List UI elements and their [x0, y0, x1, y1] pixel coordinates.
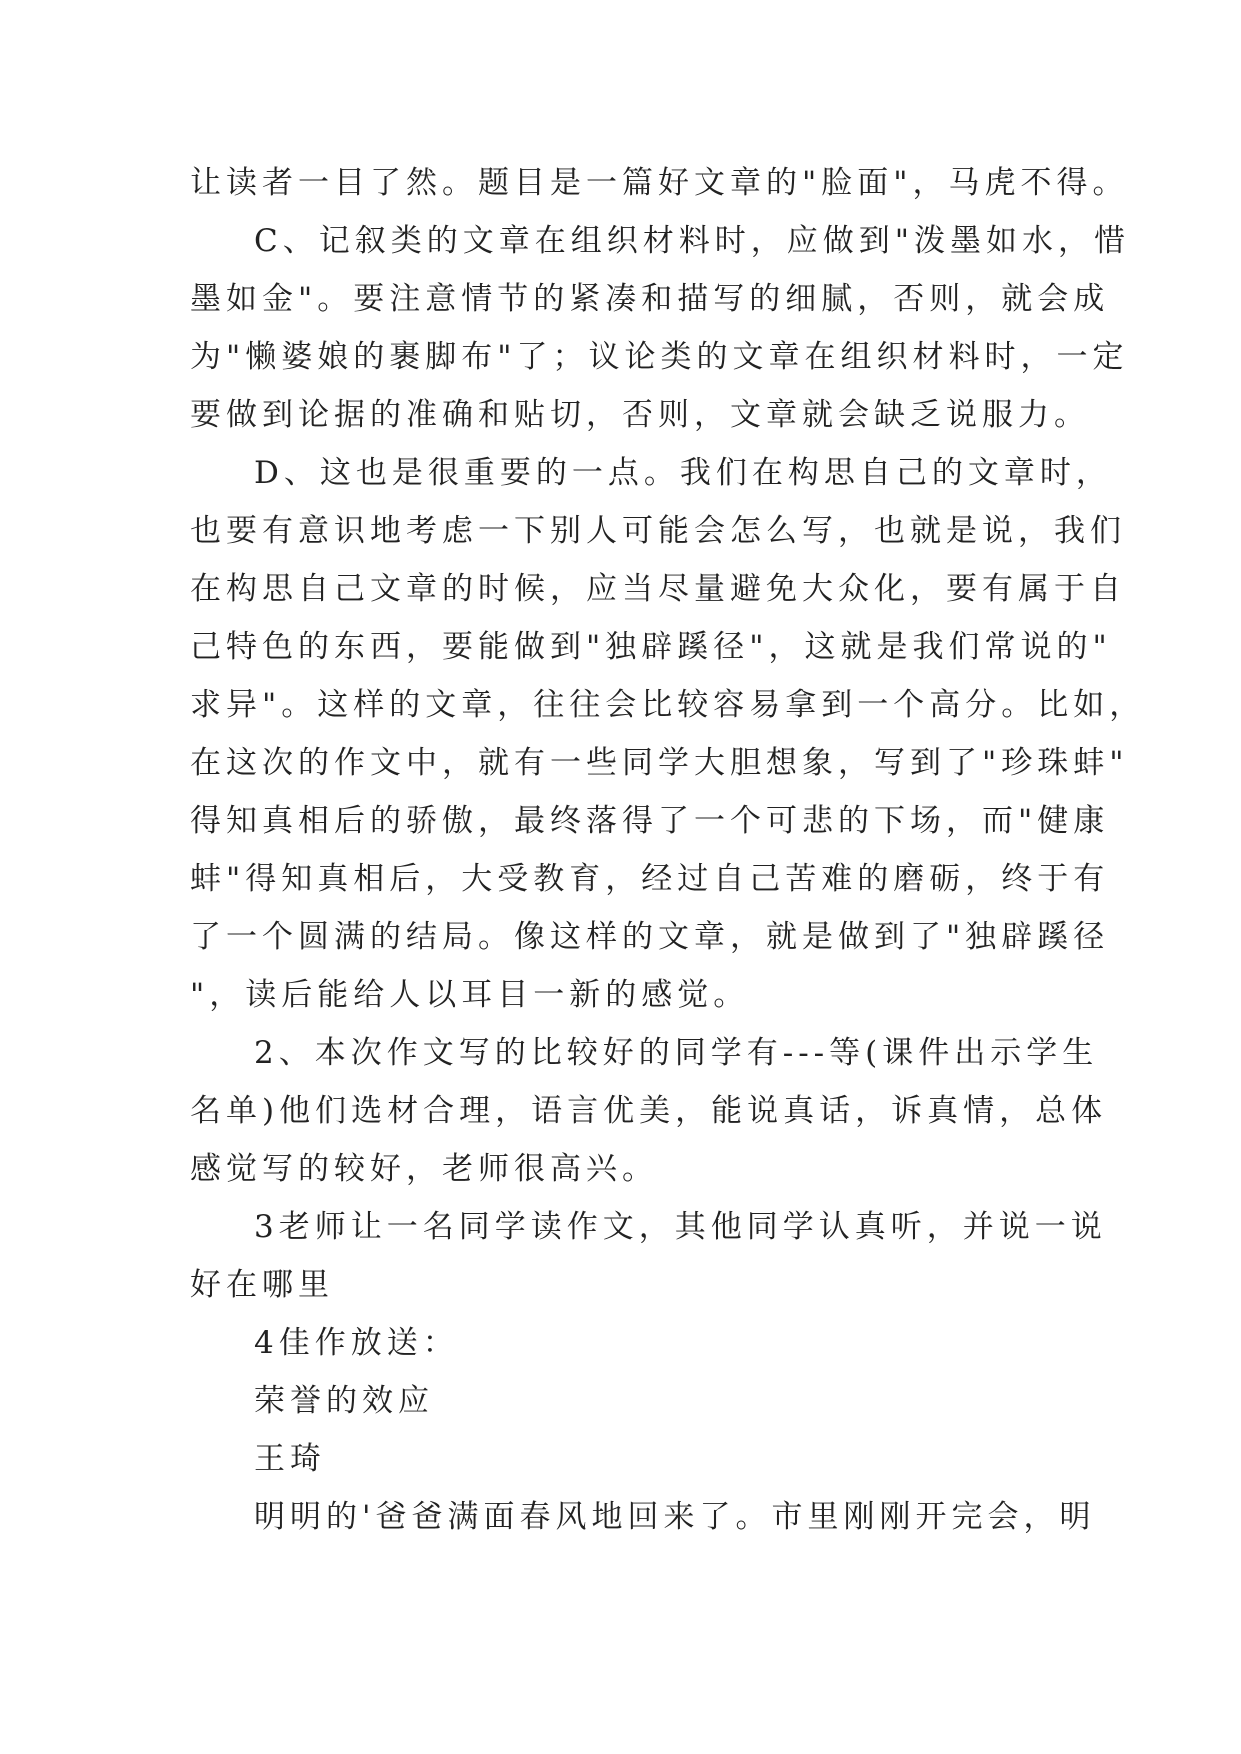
text-line: 也要有意识地考虑一下别人可能会怎么写，也就是说，我们	[190, 513, 1126, 549]
text-line: 墨如金"。要注意情节的紧凑和描写的细腻，否则，就会成	[190, 281, 1110, 317]
text-line: 在构思自己文章的时候，应当尽量避免大众化，要有属于自	[190, 571, 1126, 607]
text-line: 让读者一目了然。题目是一篇好文章的"脸面"，马虎不得。	[190, 165, 1129, 201]
text-line: 了一个圆满的结局。像这样的文章，就是做到了"独辟蹊径	[190, 919, 1110, 955]
text-line: 2、本次作文写的比较好的同学有---等(课件出示学生	[254, 1035, 1099, 1071]
text-line: 好在哪里	[190, 1267, 334, 1303]
essay-title: 荣誉的效应	[254, 1383, 434, 1419]
text-line: 己特色的东西，要能做到"独辟蹊径"，这就是我们常说的"	[190, 629, 1112, 665]
text-line: 明明的'爸爸满面春风地回来了。市里刚刚开完会，明	[254, 1499, 1096, 1535]
text-line: 要做到论据的准确和贴切，否则，文章就会缺乏说服力。	[190, 397, 1090, 433]
text-line: 3老师让一名同学读作文，其他同学认真听，并说一说	[254, 1209, 1107, 1245]
text-line: 为"懒婆娘的裹脚布"了；议论类的文章在组织材料时，一定	[190, 339, 1129, 375]
text-line: 蚌"得知真相后，大受教育，经过自己苦难的磨砺，终于有	[190, 861, 1110, 897]
text-line: "，读后能给人以耳目一新的感觉。	[190, 977, 750, 1013]
text-line: 在这次的作文中，就有一些同学大胆想象，写到了"珍珠蚌"	[190, 745, 1129, 781]
text-line: 感觉写的较好，老师很高兴。	[190, 1151, 658, 1187]
document-body	[190, 154, 1146, 1546]
text-line: 求异"。这样的文章，往往会比较容易拿到一个高分。比如，	[190, 687, 1146, 723]
essay-author: 王琦	[254, 1441, 326, 1477]
text-line: 得知真相后的骄傲，最终落得了一个可悲的下场，而"健康	[190, 803, 1110, 839]
text-line: 名单)他们选材合理，语言优美，能说真话，诉真情，总体	[190, 1093, 1108, 1129]
text-line: D、这也是很重要的一点。我们在构思自己的文章时，	[254, 455, 1112, 491]
text-line: C、记叙类的文章在组织材料时，应做到"泼墨如水，惜	[254, 223, 1130, 259]
text-line: 4佳作放送：	[254, 1325, 459, 1361]
